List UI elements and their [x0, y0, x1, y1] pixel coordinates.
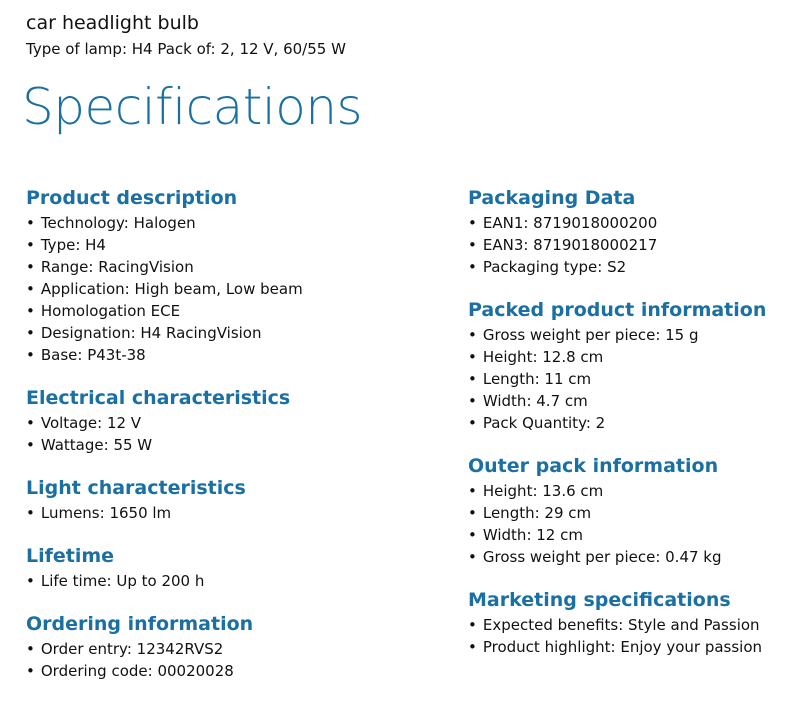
- product-subtitle: Type of lamp: H4 Pack of: 2, 12 V, 60/55 W: [26, 40, 346, 58]
- spec-item: • Gross weight per piece: 15 g: [468, 324, 798, 346]
- spec-list: [468, 324, 798, 434]
- section-lifetime: [26, 544, 446, 592]
- spec-item: • Height: 13.6 cm: [468, 480, 798, 502]
- spec-list: [26, 638, 446, 682]
- section-packaging-data: [468, 186, 798, 278]
- section-heading: Packaging Data: [468, 187, 636, 209]
- section-heading: Ordering information: [26, 613, 254, 635]
- spec-item: • Gross weight per piece: 0.47 kg: [468, 546, 798, 568]
- spec-item: • Technology: Halogen: [26, 212, 446, 234]
- spec-item: • Width: 4.7 cm: [468, 390, 798, 412]
- spec-item: • Length: 11 cm: [468, 368, 798, 390]
- spec-item: • Base: P43t-38: [26, 344, 446, 366]
- spec-item: • Ordering code: 00020028: [26, 660, 446, 682]
- spec-list: [468, 480, 798, 568]
- spec-list: [26, 570, 446, 592]
- section-heading: Light characteristics: [26, 477, 246, 499]
- spec-item: • Voltage: 12 V: [26, 412, 446, 434]
- section-marketing-specifications: [468, 588, 798, 658]
- spec-list: [468, 614, 798, 658]
- spec-list: [26, 502, 446, 524]
- section-ordering-information: [26, 612, 446, 682]
- spec-item: • EAN3: 8719018000217: [468, 234, 798, 256]
- spec-list: [468, 212, 798, 278]
- spec-item: • Width: 12 cm: [468, 524, 798, 546]
- spec-item: • Height: 12.8 cm: [468, 346, 798, 368]
- spec-item: • Pack Quantity: 2: [468, 412, 798, 434]
- section-light-characteristics: [26, 476, 446, 524]
- spec-item: • Range: RacingVision: [26, 256, 446, 278]
- spec-item: • Type: H4: [26, 234, 446, 256]
- left-column: [26, 186, 446, 702]
- spec-item: • Life time: Up to 200 h: [26, 570, 446, 592]
- spec-item: • Order entry: 12342RVS2: [26, 638, 446, 660]
- page-title: Specifications: [22, 78, 363, 136]
- section-heading: Product description: [26, 187, 238, 209]
- section-electrical-characteristics: [26, 386, 446, 456]
- section-product-description: [26, 186, 446, 366]
- spec-item: • EAN1: 8719018000200: [468, 212, 798, 234]
- section-heading: Outer pack information: [468, 455, 719, 477]
- section-heading: Electrical characteristics: [26, 387, 291, 409]
- spec-list: [26, 212, 446, 366]
- section-packed-product-information: [468, 298, 798, 434]
- section-heading: Marketing specifications: [468, 589, 731, 611]
- spec-item: • Designation: H4 RacingVision: [26, 322, 446, 344]
- spec-item: • Application: High beam, Low beam: [26, 278, 446, 300]
- section-outer-pack-information: [468, 454, 798, 568]
- spec-item: • Lumens: 1650 lm: [26, 502, 446, 524]
- spec-item: • Product highlight: Enjoy your passion: [468, 636, 798, 658]
- product-name: car headlight bulb: [26, 12, 199, 34]
- spec-item: • Length: 29 cm: [468, 502, 798, 524]
- section-heading: Lifetime: [26, 545, 115, 567]
- spec-item: • Packaging type: S2: [468, 256, 798, 278]
- section-heading: Packed product information: [468, 299, 767, 321]
- spec-list: [26, 412, 446, 456]
- spec-item: • Wattage: 55 W: [26, 434, 446, 456]
- spec-item: • Expected benefits: Style and Passion: [468, 614, 798, 636]
- right-column: [468, 186, 798, 678]
- spec-item: • Homologation ECE: [26, 300, 446, 322]
